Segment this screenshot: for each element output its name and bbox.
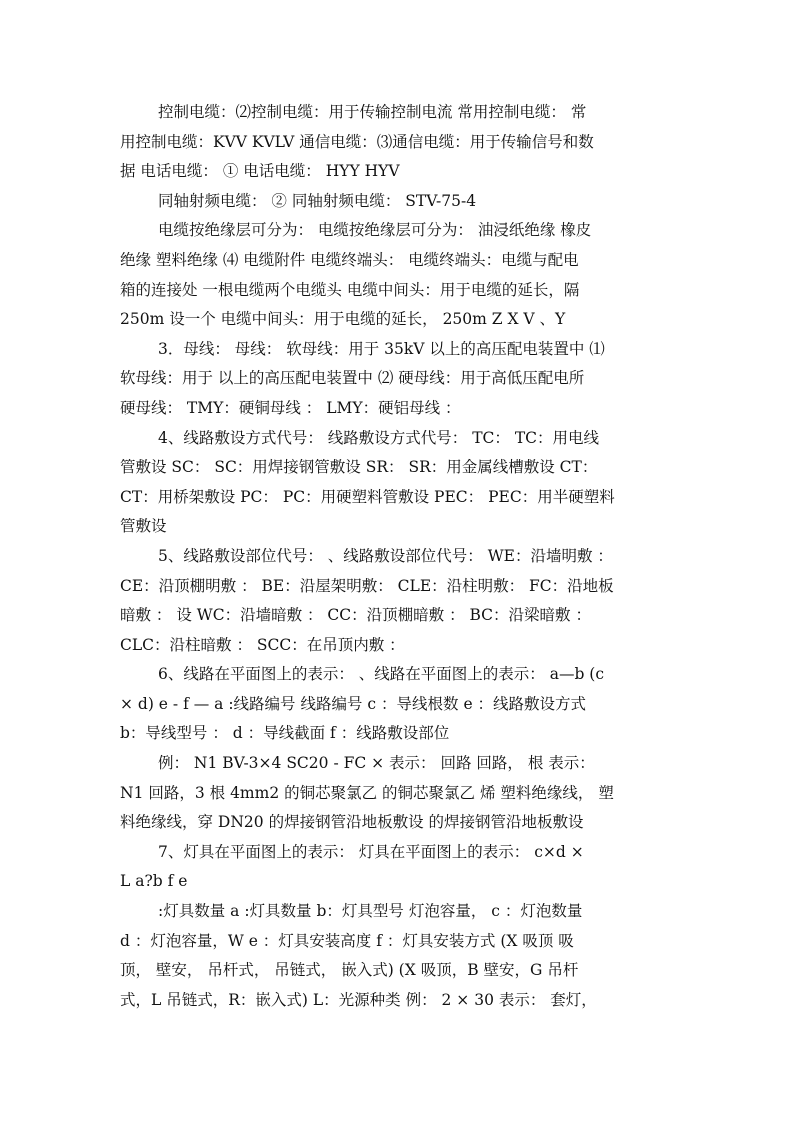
text-line: 3．母线： 母线： 软母线：用于 35kV 以上的高压配电装置中 ⑴ <box>158 339 605 358</box>
text-line: d ：灯泡容量，W e ：灯具安装高度 f ：灯具安装方式 (X 吸顶 吸 <box>120 931 574 950</box>
text-line: 同轴射频电缆： ② 同轴射频电缆： STV-75-4 <box>158 191 477 210</box>
text-line: 5、线路敷设部位代号： 、线路敷设部位代号： WE：沿墙明敷 ： <box>158 546 613 565</box>
text-line: L a?b f e <box>120 872 188 891</box>
text-line: b：导线型号 ： d ：导线截面 f ：线路敷设部位 <box>120 724 450 743</box>
text-line: 250m 设一个 电缆中间头：用于电缆的延长， 250m Z X V 、Y <box>120 310 566 329</box>
text-line: 硬母线： TMY：硬铜母线 ： LMY：硬铝母线 ： <box>120 398 461 417</box>
text-line: × d) e - f — a :线路编号 线路编号 c ：导线根数 e ：线路敷设方式 <box>120 694 587 713</box>
text-line: 6、线路在平面图上的表示： 、线路在平面图上的表示： a—b (c <box>158 665 605 684</box>
text-line: 例： N1 BV-3×4 SC20 - FC × 表示： 回路 回路， 根 表示： <box>158 754 595 773</box>
text-line: 7、灯具在平面图上的表示： 灯具在平面图上的表示： c×d × <box>158 842 584 861</box>
text-line: 控制电缆：⑵控制电缆：用于传输控制电流 常用控制电缆： 常 <box>158 103 587 121</box>
text-line: 管敷设 SC： SC：用焊接钢管敷设 SR： SR：用金属线槽敷设 CT： <box>120 458 598 477</box>
text-line: 箱的连接处 一根电缆两个电缆头 电缆中间头：用于电缆的延长，隔 <box>120 280 580 299</box>
text-line: 料绝缘线，穿 DN20 的焊接钢管沿地板敷设 的焊接钢管沿地板敷设 <box>120 813 584 832</box>
text-line: 据 电话电缆： ① 电话电缆： HYY HYV <box>120 162 400 181</box>
text-line: 用控制电缆：KVV KVLV 通信电缆：⑶通信电缆：用于传输信号和数 <box>120 132 594 151</box>
document-body <box>120 98 680 1015</box>
text-line: CT：用桥架敷设 PC： PC：用硬塑料管敷设 PEC： PEC：用半硬塑料 <box>120 487 615 506</box>
text-line: 4、线路敷设方式代号： 线路敷设方式代号： TC： TC：用电线 <box>158 428 600 447</box>
text-line: CLC：沿柱暗敷 ： SCC：在吊顶内敷 ： <box>120 635 405 654</box>
text-line: 软母线：用于 以上的高压配电装置中 ⑵ 硬母线：用于高低压配电所 <box>120 369 585 388</box>
text-line: 式，L 吊链式，R：嵌入式) L：光源种类 例： 2 × 30 表示： 套灯， <box>120 990 597 1009</box>
text-line: CE：沿顶棚明敷 ： BE：沿屋架明敷： CLE：沿柱明敷： FC：沿地板 <box>120 576 614 595</box>
text-line: N1 回路，3 根 4mm2 的铜芯聚氯乙 的铜芯聚氯乙 烯 塑料绝缘线， 塑 <box>120 783 614 802</box>
text-line: 电缆按绝缘层可分为： 电缆按绝缘层可分为： 油浸纸绝缘 橡皮 <box>158 221 592 240</box>
text-line: 暗敷 ： 设 WC：沿墙暗敷 ： CC：沿顶棚暗敷 ： BC：沿梁暗敷 ： <box>120 606 591 625</box>
text-line: 管敷设 <box>120 517 167 536</box>
text-line: 绝缘 塑料绝缘 ⑷ 电缆附件 电缆终端头： 电缆终端头：电缆与配电 <box>120 250 579 269</box>
text-line: :灯具数量 a :灯具数量 b：灯具型号 灯泡容量， c ：灯泡数量 <box>158 902 583 921</box>
text-line: 顶， 壁安， 吊杆式， 吊链式， 嵌入式) (X 吸顶，B 壁安，G 吊杆 <box>120 961 579 980</box>
